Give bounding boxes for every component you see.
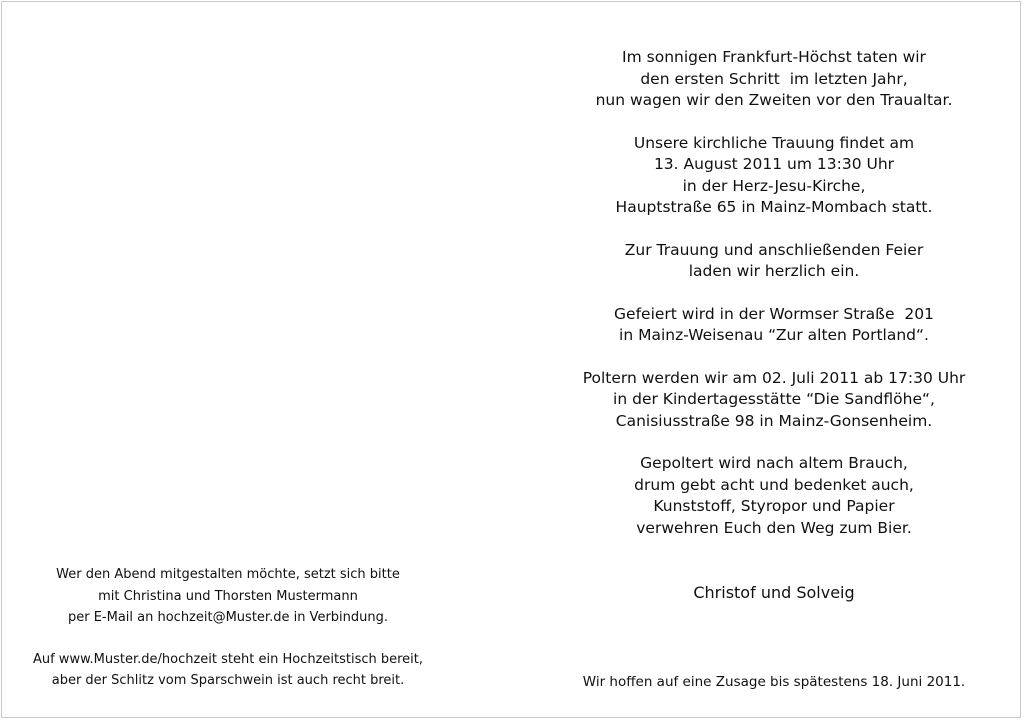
text-line: in der Kindertagesstätte “Die Sandflöhe“,: [613, 390, 935, 408]
text-line: Hauptstraße 65 in Mainz-Mombach statt.: [615, 198, 933, 216]
invitation-paragraph: [548, 240, 1000, 283]
contact-paragraph: [18, 564, 438, 629]
contribution-text: [18, 564, 438, 692]
text-line: Canisiusstraße 98 in Mainz-Gonsenheim.: [615, 411, 933, 430]
text-line: 13. August 2011 um 13:30 Uhr: [653, 155, 895, 173]
rsvp-note: Wir hoffen auf eine Zusage bis spätestens 18. Juni 2011.: [582, 674, 966, 690]
signature: Christof und Solveig: [693, 583, 855, 602]
text-line: in Mainz-Weisenau “Zur alten Portland“.: [619, 326, 929, 344]
text-line: verwehren Euch den Weg zum Bier.: [636, 518, 912, 537]
ceremony-paragraph: [548, 133, 1000, 219]
text-line: Gepoltert wird nach altem Brauch,: [640, 454, 908, 472]
text-line: in der Herz-Jesu-Kirche,: [682, 176, 866, 195]
intro-paragraph: [548, 47, 1000, 112]
text-line: Zur Trauung und anschließenden Feier: [624, 240, 924, 259]
invitation-text: [548, 47, 1000, 539]
text-line: per E-Mail an hochzeit@Muster.de in Verbindung.: [67, 610, 389, 625]
celebration-paragraph: [548, 304, 1000, 347]
poem-paragraph: [548, 453, 1000, 539]
text-line: Wer den Abend mitgestalten möchte, setzt sich bitte: [56, 567, 400, 582]
text-line: nun wagen wir den Zweiten vor den Traualtar.: [595, 91, 953, 109]
text-line: Unsere kirchliche Trauung findet am: [633, 133, 915, 152]
gift-paragraph: [18, 649, 438, 692]
text-line: mit Christina und Thorsten Mustermann: [98, 588, 358, 604]
polterabend-paragraph: [548, 368, 1000, 433]
text-line: Im sonnigen Frankfurt-Höchst taten wir: [622, 48, 926, 66]
text-line: Kunststoff, Styropor und Papier: [653, 497, 895, 515]
text-line: Poltern werden wir am 02. Juli 2011 ab 17:30 Uhr: [582, 368, 966, 387]
text-line: laden wir herzlich ein.: [688, 262, 860, 280]
text-line: Gefeiert wird in der Wormser Straße 201: [614, 304, 934, 323]
text-line: den ersten Schritt im letzten Jahr,: [640, 69, 908, 88]
text-line: drum gebt acht und bedenket auch,: [634, 475, 914, 494]
text-line: aber der Schlitz vom Sparschwein ist auch recht breit.: [51, 673, 405, 688]
text-line: Auf www.Muster.de/hochzeit steht ein Hochzeitstisch bereit,: [32, 651, 424, 667]
